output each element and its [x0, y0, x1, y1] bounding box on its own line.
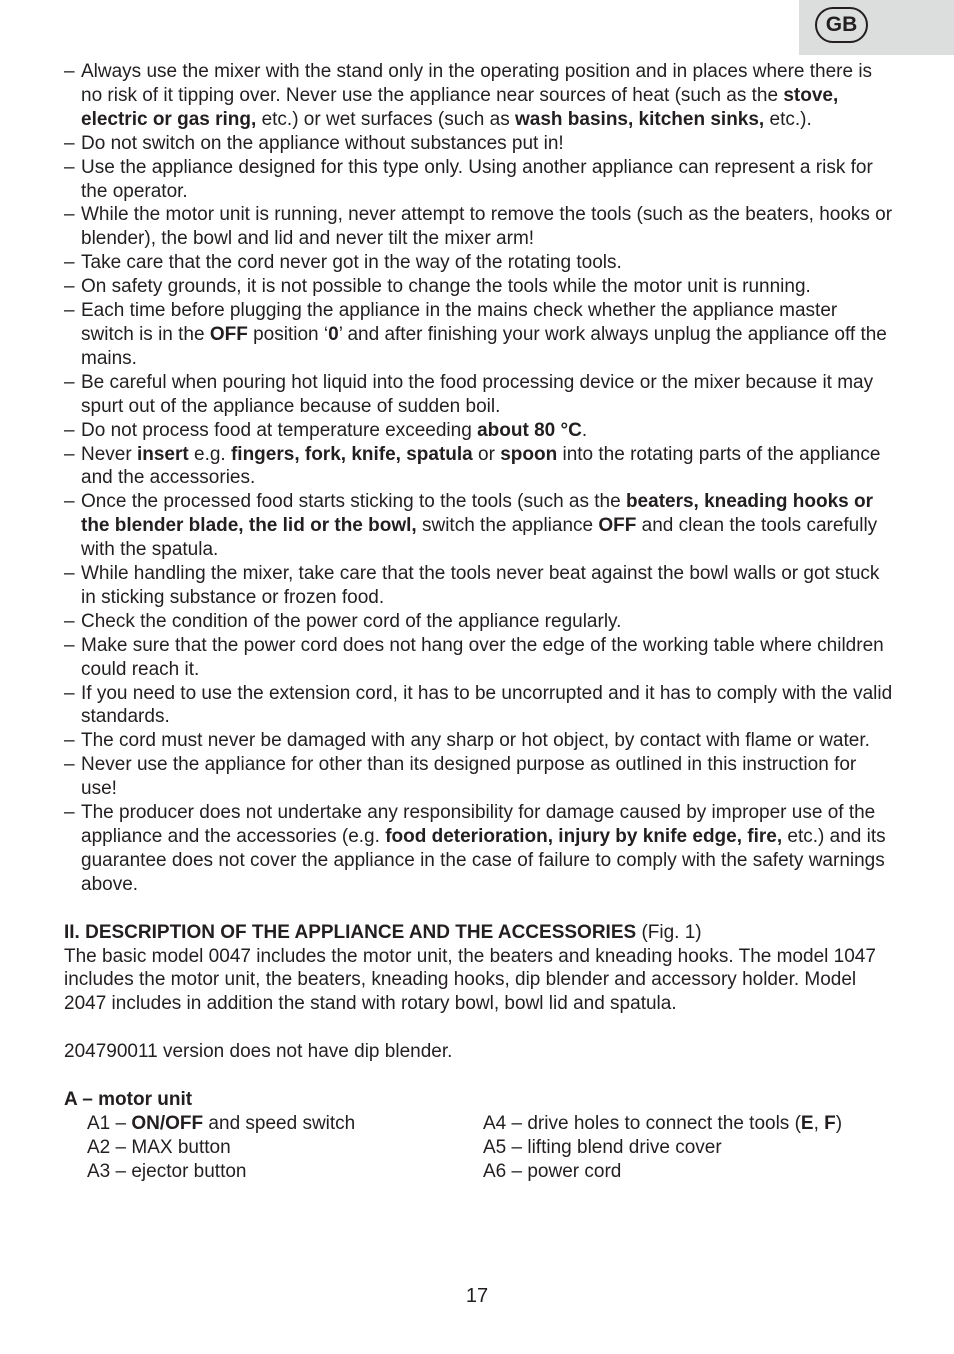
text-run: Be careful when pouring hot liquid into the food processing device or the mixer because it may spurt out of the appliance because of sudden boil. — [81, 371, 874, 417]
text-run: Check the condition of the power cord of the appliance regularly. — [81, 610, 622, 632]
list-item — [64, 275, 894, 299]
text-run: Each time before plugging the appliance in the mains check whether the appliance master switch is in the — [81, 300, 838, 345]
bold-text-run: beaters, kneading hooks or the blender blade, the lid or the bowl, — [81, 491, 874, 537]
dash-bullet: – — [64, 443, 75, 465]
text-run: ’ and after finishing your work always unplug the appliance off the mains. — [81, 323, 887, 369]
dash-bullet: – — [64, 491, 75, 513]
part-item — [483, 1160, 883, 1184]
text-run: Once the processed food starts sticking to the tools (such as the — [81, 491, 626, 513]
text-run: Take care that the cord never got in the way of the rotating tools. — [81, 252, 622, 274]
part-item — [87, 1160, 483, 1184]
list-item — [64, 443, 894, 491]
language-badge: GB — [815, 7, 868, 43]
list-item — [64, 562, 894, 610]
list-item — [64, 801, 894, 897]
list-item — [64, 251, 894, 275]
text-run: and speed switch — [203, 1112, 356, 1134]
list-item — [64, 299, 894, 371]
list-item — [64, 634, 894, 682]
list-item — [64, 490, 894, 562]
text-run: A6 – power cord — [483, 1160, 622, 1182]
list-item — [64, 371, 894, 419]
bold-text-run: insert — [136, 443, 189, 465]
text-run: and clean the tools carefully with the spatula. — [81, 515, 878, 561]
dash-bullet: – — [64, 252, 75, 274]
list-item — [64, 419, 894, 443]
bold-text-run: about 80 °C — [477, 419, 582, 441]
section-title-suffix: (Fig. 1) — [636, 921, 702, 943]
text-run: Never use the appliance for other than its designed purpose as outlined in this instruction for use! — [81, 754, 857, 800]
version-note: 204790011 version does not have dip blender. — [64, 1041, 453, 1063]
list-item — [64, 60, 894, 132]
dash-bullet: – — [64, 610, 75, 632]
list-item — [64, 156, 894, 204]
page-content — [64, 60, 894, 1184]
list-item — [64, 203, 894, 251]
dash-bullet: – — [64, 276, 75, 298]
text-run: etc.) or wet surfaces (such as — [256, 108, 515, 130]
part-item — [483, 1136, 883, 1160]
list-item — [64, 729, 894, 753]
dash-bullet: – — [64, 61, 75, 82]
list-item — [64, 610, 894, 634]
text-run: Never — [81, 443, 137, 465]
list-item — [64, 132, 894, 156]
bold-text-run: food deterioration, injury by knife edge, fire, — [385, 826, 783, 847]
safety-warnings-list — [64, 60, 894, 897]
text-run: Use the appliance designed for this type only. Using another appliance can represent a risk for the operator. — [81, 156, 873, 202]
dash-bullet: – — [64, 634, 75, 656]
text-run: e.g. — [188, 443, 231, 465]
motor-unit-parts — [87, 1112, 894, 1184]
bold-text-run: stove, electric or gas ring, — [81, 84, 839, 130]
bold-text-run: E — [800, 1112, 814, 1134]
motor-unit-title: A – motor unit — [64, 1088, 193, 1110]
dash-bullet: – — [64, 563, 75, 585]
dash-bullet: – — [64, 419, 75, 441]
list-item — [64, 753, 894, 801]
page-number: 17 — [465, 1285, 489, 1307]
section-heading — [64, 921, 894, 945]
text-run: etc.). — [764, 108, 812, 130]
section-description: The basic model 0047 includes the motor unit, the beaters and kneading hooks. The model 1047 includes the motor unit, the beaters, kneading hooks, dip blender and accessory holder. Model 2047 includes in addition the stand with rotary bowl, bowl lid and spatula. — [64, 945, 876, 1015]
text-run: etc.) and its guarantee does not cover the appliance in the case of failure to comply with the safety warnings above. — [81, 826, 886, 895]
dash-bullet: – — [64, 730, 75, 752]
part-item — [483, 1112, 883, 1136]
text-run: If you need to use the extension cord, it has to be uncorrupted and it has to comply with the valid standards. — [81, 682, 893, 728]
text-run: While handling the mixer, take care that the tools never beat against the bowl walls or got stuck in sticking substance or frozen food. — [81, 563, 880, 608]
text-run: Always use the mixer with the stand only in the operating position and in places where there is no risk of it tipping over. Never use the appliance near sources of heat (such as the — [81, 61, 873, 106]
text-run: A5 – lifting blend drive cover — [483, 1136, 722, 1158]
text-run: Do not process food at temperature exceeding — [81, 419, 478, 441]
bold-text-run: fingers, fork, knife, spatula — [230, 443, 473, 465]
text-run: While the motor unit is running, never attempt to remove the tools (such as the beaters, hooks or blender), the bowl and lid and never tilt the mixer arm! — [81, 204, 893, 250]
text-run: ) — [835, 1112, 843, 1134]
text-run: The producer does not undertake any responsibility for damage caused by improper use of the appliance and the accessories (e.g. — [81, 802, 876, 847]
dash-bullet: – — [64, 132, 75, 154]
language-tab — [799, 0, 954, 55]
text-run: , — [813, 1112, 825, 1134]
text-run: A4 – drive holes to connect the tools ( — [483, 1112, 801, 1134]
text-run: A2 – MAX button — [87, 1136, 231, 1158]
part-item — [87, 1112, 483, 1136]
bold-text-run: OFF — [209, 323, 248, 345]
bold-text-run: spoon — [500, 443, 558, 465]
bold-text-run: F — [824, 1112, 836, 1134]
section-title: II. DESCRIPTION OF THE APPLIANCE AND THE ACCESSORIES — [64, 921, 637, 943]
text-run: . — [581, 419, 588, 441]
dash-bullet: – — [64, 204, 75, 226]
dash-bullet: – — [64, 754, 75, 776]
text-run: position ‘ — [247, 323, 329, 345]
text-run: A3 – ejector button — [87, 1160, 247, 1182]
bold-text-run: 0 — [328, 323, 339, 345]
dash-bullet: – — [64, 682, 75, 704]
dash-bullet: – — [64, 300, 75, 322]
text-run: into the rotating parts of the appliance and the accessories. — [81, 443, 881, 489]
part-item — [87, 1136, 483, 1160]
text-run: or — [472, 443, 501, 465]
text-run: The cord must never be damaged with any sharp or hot object, by contact with flame or water. — [81, 730, 870, 752]
text-run: A1 – — [87, 1112, 132, 1134]
text-run: On safety grounds, it is not possible to change the tools while the motor unit is running. — [81, 276, 811, 298]
list-item — [64, 682, 894, 730]
dash-bullet: – — [64, 802, 75, 824]
bold-text-run: wash basins, kitchen sinks, — [515, 108, 765, 130]
dash-bullet: – — [64, 371, 75, 393]
bold-text-run: ON/OFF — [131, 1112, 204, 1134]
text-run: Make sure that the power cord does not hang over the edge of the working table where children could reach it. — [81, 634, 884, 680]
bold-text-run: OFF — [598, 515, 637, 537]
dash-bullet: – — [64, 156, 75, 178]
text-run: Do not switch on the appliance without substances put in! — [81, 132, 564, 154]
text-run: switch the appliance — [416, 515, 599, 537]
